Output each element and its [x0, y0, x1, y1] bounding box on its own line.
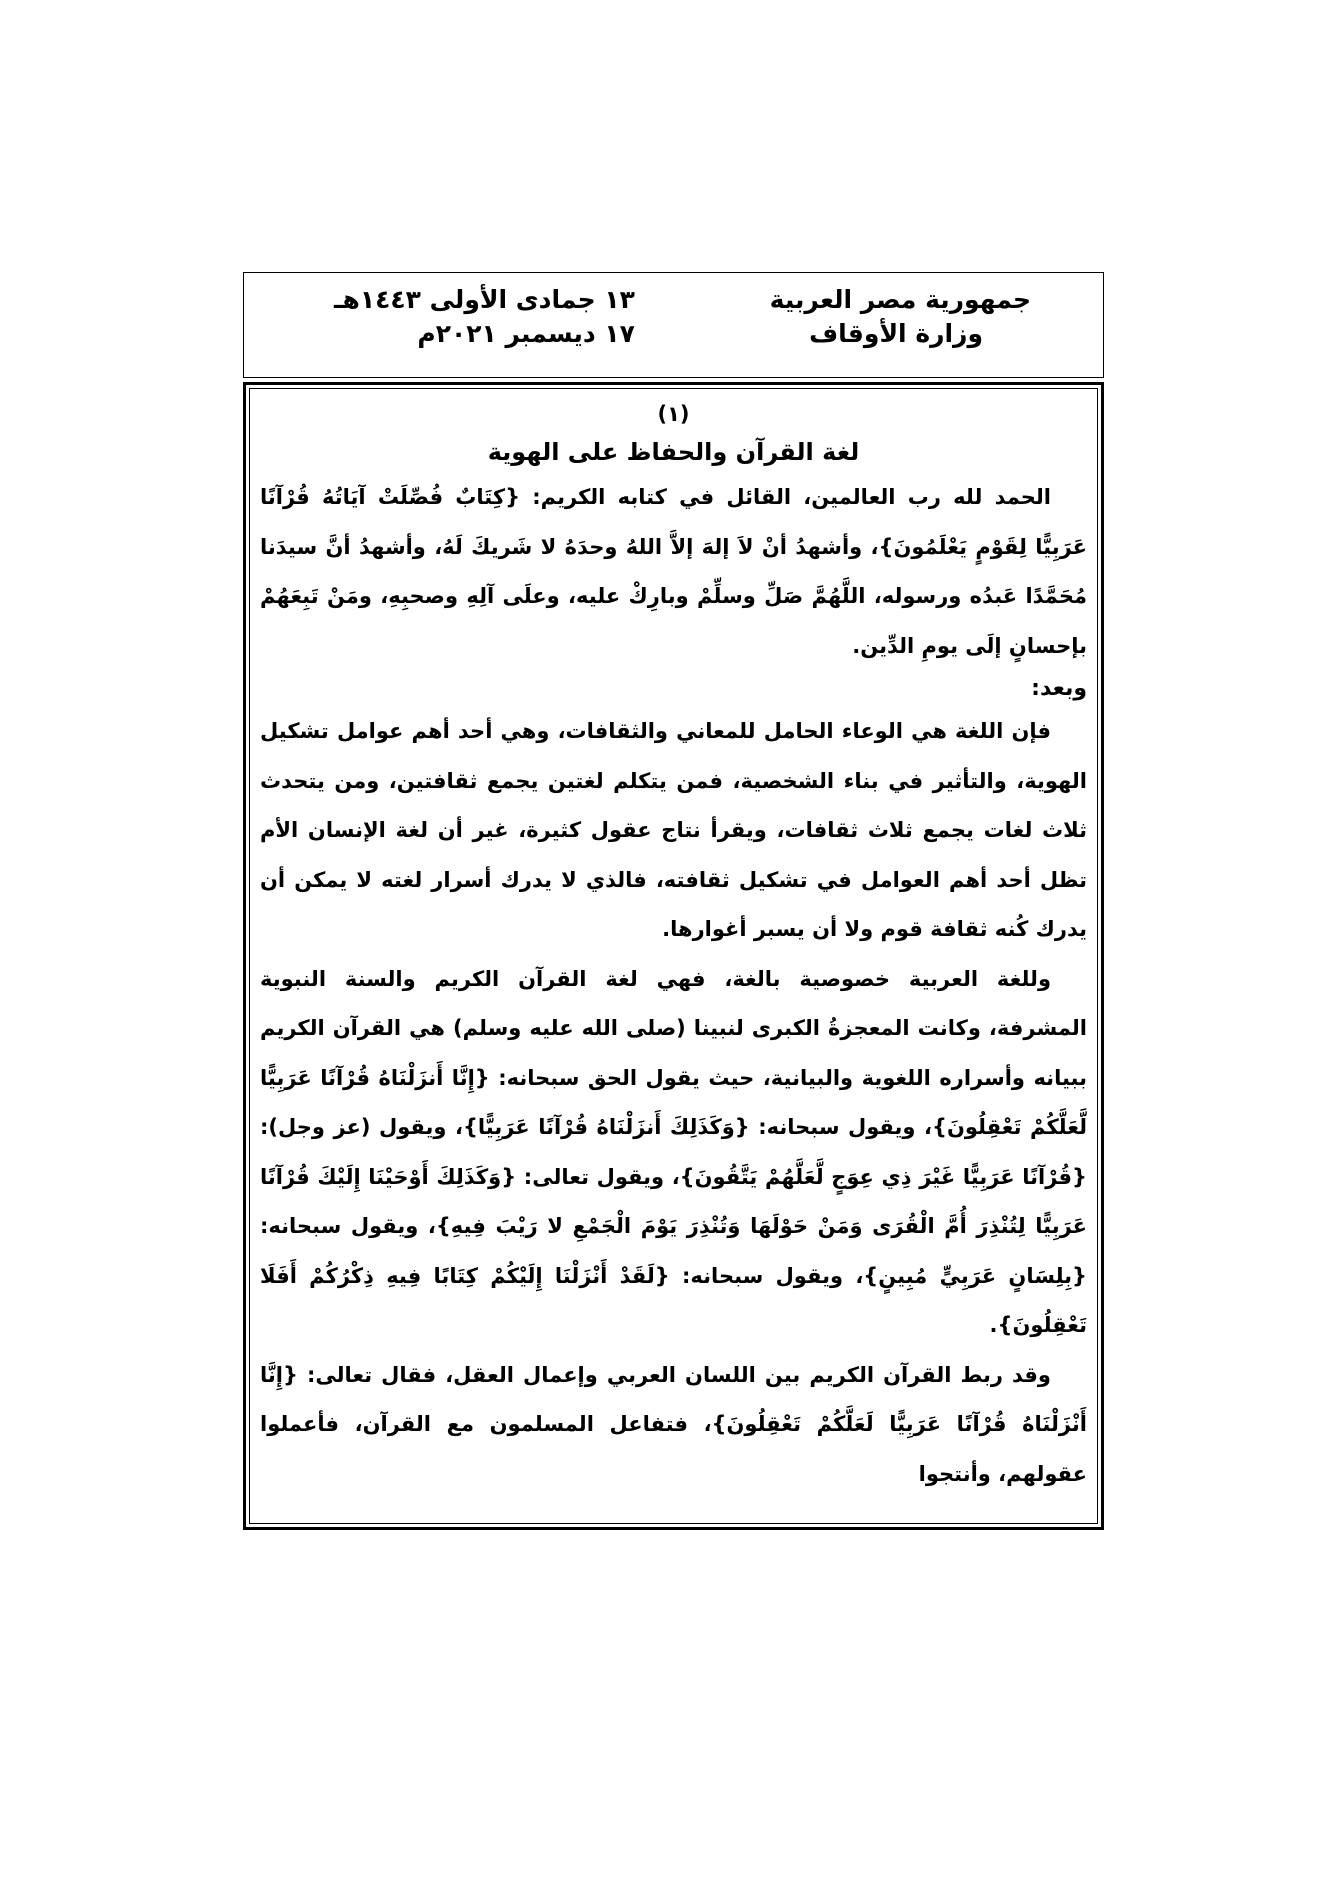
page-title: لغة القرآن والحفاظ على الهوية [487, 438, 860, 466]
paragraph-reason: وقد ربط القرآن الكريم بين اللسان العربي وإعمال العقل، فقال تعالى: {إِنَّا أَنْزَلْنَاهُ قُرْآنًا عَرَبِيًّا لَعَلَّكُمْ تَعْقِلُونَ}، فتفاعل المسلمون مع القرآن، فأعملوا عقولهم، وأنتجوا [260, 1362, 1087, 1486]
document-header [243, 272, 1104, 378]
gregorian-date: ١٧ ديسمبر ٢٠٢١م [417, 319, 635, 348]
body-content [260, 397, 1087, 1499]
transition-heading: وبعد: [1031, 676, 1087, 701]
issuer-block [770, 283, 1031, 351]
ministry-name: وزارة الأوقاف [809, 319, 983, 348]
document-body [243, 382, 1104, 1530]
paragraph-language: فإن اللغة هي الوعاء الحامل للمعاني والثقافات، وهي أحد أهم عوامل تشكيل الهوية، والتأثير في بناء الشخصية، فمن يتكلم لغتين يجمع ثقافتين، ومن يتحدث ثلاث لغات يجمع ثلاث ثقافات، ويقرأ نتاج عقول كثيرة، غير أن لغة الإنسان الأم تظل أحد أهم العوامل في تشكيل ثقافته، فالذي لا يدرك أسرار لغته لا يمكن أن يدرك كُنه ثقافة قوم ولا أن يسبر أغوارها. [260, 719, 1087, 941]
hijri-date: ١٣ جمادى الأولى ١٤٤٣هـ [334, 285, 635, 314]
date-block [334, 283, 635, 351]
paragraph-arabic: وللغة العربية خصوصية بالغة، فهي لغة القرآن الكريم والسنة النبوية المشرفة، وكانت المعجزةُ الكبرى لنبينا (صلى الله عليه وسلم) هي القرآن الكريم ببيانه وأسراره اللغوية والبيانية، حيث يقول الحق سبحانه: {إِنَّا أَنزَلْنَاهُ قُرْآنًا عَرَبِيًّا لَّعَلَّكُمْ تَعْقِلُونَ}، ويقول سبحانه: {وَكَذَلِكَ أَنزَلْنَاهُ قُرْآنًا عَرَبِيًّا}، ويقول (عز وجل): {قُرْآنًا عَرَبِيًّا غَيْرَ ذِي عِوَجٍ لَّعَلَّهُمْ يَتَّقُونَ}، ويقول تعالى: {وَكَذَلِكَ أَوْحَيْنَا إِلَيْكَ قُرْآنًا عَرَبِيًّا لِتُنْذِرَ أُمَّ الْقُرَى وَمَنْ حَوْلَهَا وَتُنْذِرَ يَوْمَ الْجَمْعِ لا رَيْبَ فِيهِ}، ويقول سبحانه: {بِلِسَانٍ عَرَبِيٍّ مُبِينٍ}، ويقول سبحانه: {لَقَدْ أَنْزَلْنَا إِلَيْكُمْ كِتَابًا فِيهِ ذِكْرُكُمْ أَفَلَا تَعْقِلُونَ}. [260, 966, 1087, 1337]
page-number: (١) [657, 402, 690, 426]
paragraph-opening: الحمد لله رب العالمين، القائل في كتابه الكريم: {كِتَابٌ فُصِّلَتْ آيَاتُهُ قُرْآنًا عَرَبِيًّا لِقَوْمٍ يَعْلَمُونَ}، وأشهدُ أنْ لاَ إلهَ إلاَّ اللهُ وحدَهُ لا شَريكَ لَهُ، وأشهدُ أنَّ سيدَنا مُحَمَّدًا عَبدُه ورسوله، اللَّهُمَّ صَلِّ وسلِّمْ وبارِكْ عليه، وعلَى آلِهِ وصحبِهِ، ومَنْ تَبِعَهُمْ بإحسانٍ إلَى يومِ الدِّين. [260, 485, 1087, 658]
country-name: جمهورية مصر العربية [769, 285, 1031, 314]
